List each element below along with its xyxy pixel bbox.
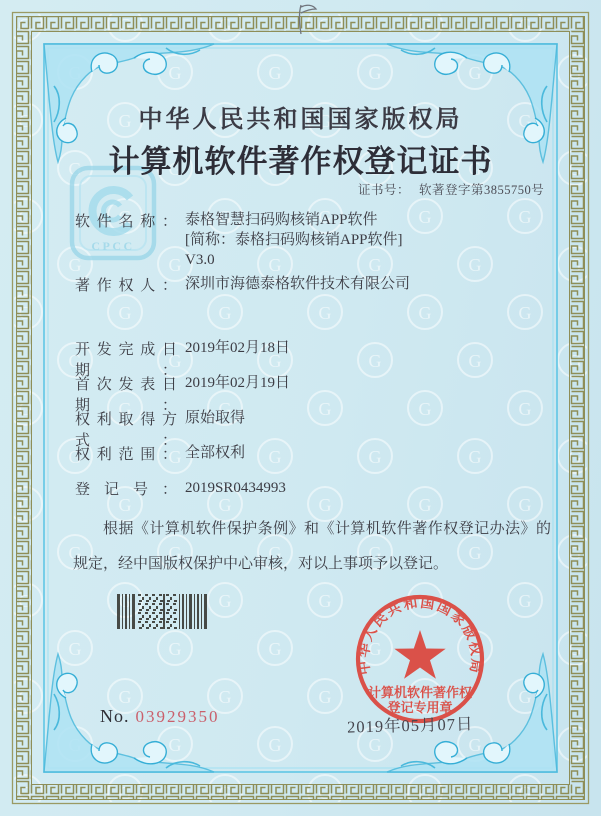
field-label: 权利范围：	[75, 447, 177, 463]
certificate-number-value: 软著登字第3855750号	[419, 183, 545, 197]
cpcc-watermark-label: CPCC	[91, 239, 135, 253]
field-label: 开发完成日期：	[75, 342, 177, 379]
seal-ring-text: 中华人民共和国国家版权局	[356, 595, 484, 676]
field-right-scope	[75, 443, 245, 464]
star-icon	[394, 630, 445, 679]
software-short-name: [简称：泰格扫码购核销APP软件]	[185, 232, 403, 248]
software-name: 泰格智慧扫码购核销APP软件	[185, 212, 378, 228]
barcode	[117, 594, 207, 629]
serial-label: No.	[100, 706, 130, 726]
issue-date: 2019年05月07日	[346, 714, 474, 737]
first-publish-date: 2019年02月19日	[185, 375, 291, 391]
serial-number-line	[100, 706, 220, 727]
field-software-name	[75, 210, 403, 270]
serial-number: 03929350	[135, 707, 220, 726]
authority-title: 中华人民共和国国家版权局	[138, 107, 463, 133]
field-label: 权利取得方式：	[75, 412, 177, 449]
field-label: 著作权人：	[75, 278, 177, 294]
registration-number: 2019SR0434993	[185, 480, 286, 496]
certificate-number-line	[358, 180, 544, 198]
field-label: 首次发表日期：	[75, 377, 177, 414]
seal-purpose-line2: 登记专用章	[387, 700, 453, 715]
certificate-number-label: 证书号：	[358, 183, 411, 197]
software-version: V3.0	[185, 252, 215, 268]
field-copyright-owner	[75, 274, 410, 295]
copyright-owner: 深圳市海德泰格软件技术有限公司	[185, 276, 411, 292]
registration-statement: 根据《计算机软件保护条例》和《计算机软件著作权登记办法》的规定，经中国版权保护中心审核，对以上事项予以登记。	[73, 521, 551, 572]
field-label: 登记号：	[75, 482, 177, 498]
right-acquisition: 原始取得	[185, 410, 246, 426]
seal-purpose-line1: 计算机软件著作权	[367, 685, 473, 700]
dev-complete-date: 2019年02月18日	[185, 340, 291, 356]
field-label: 软件名称：	[75, 214, 177, 230]
certificate-title: 计算机软件著作权登记证书	[108, 144, 493, 179]
right-scope: 全部权利	[185, 445, 246, 461]
field-registration-number	[75, 478, 286, 499]
official-seal	[352, 591, 488, 727]
